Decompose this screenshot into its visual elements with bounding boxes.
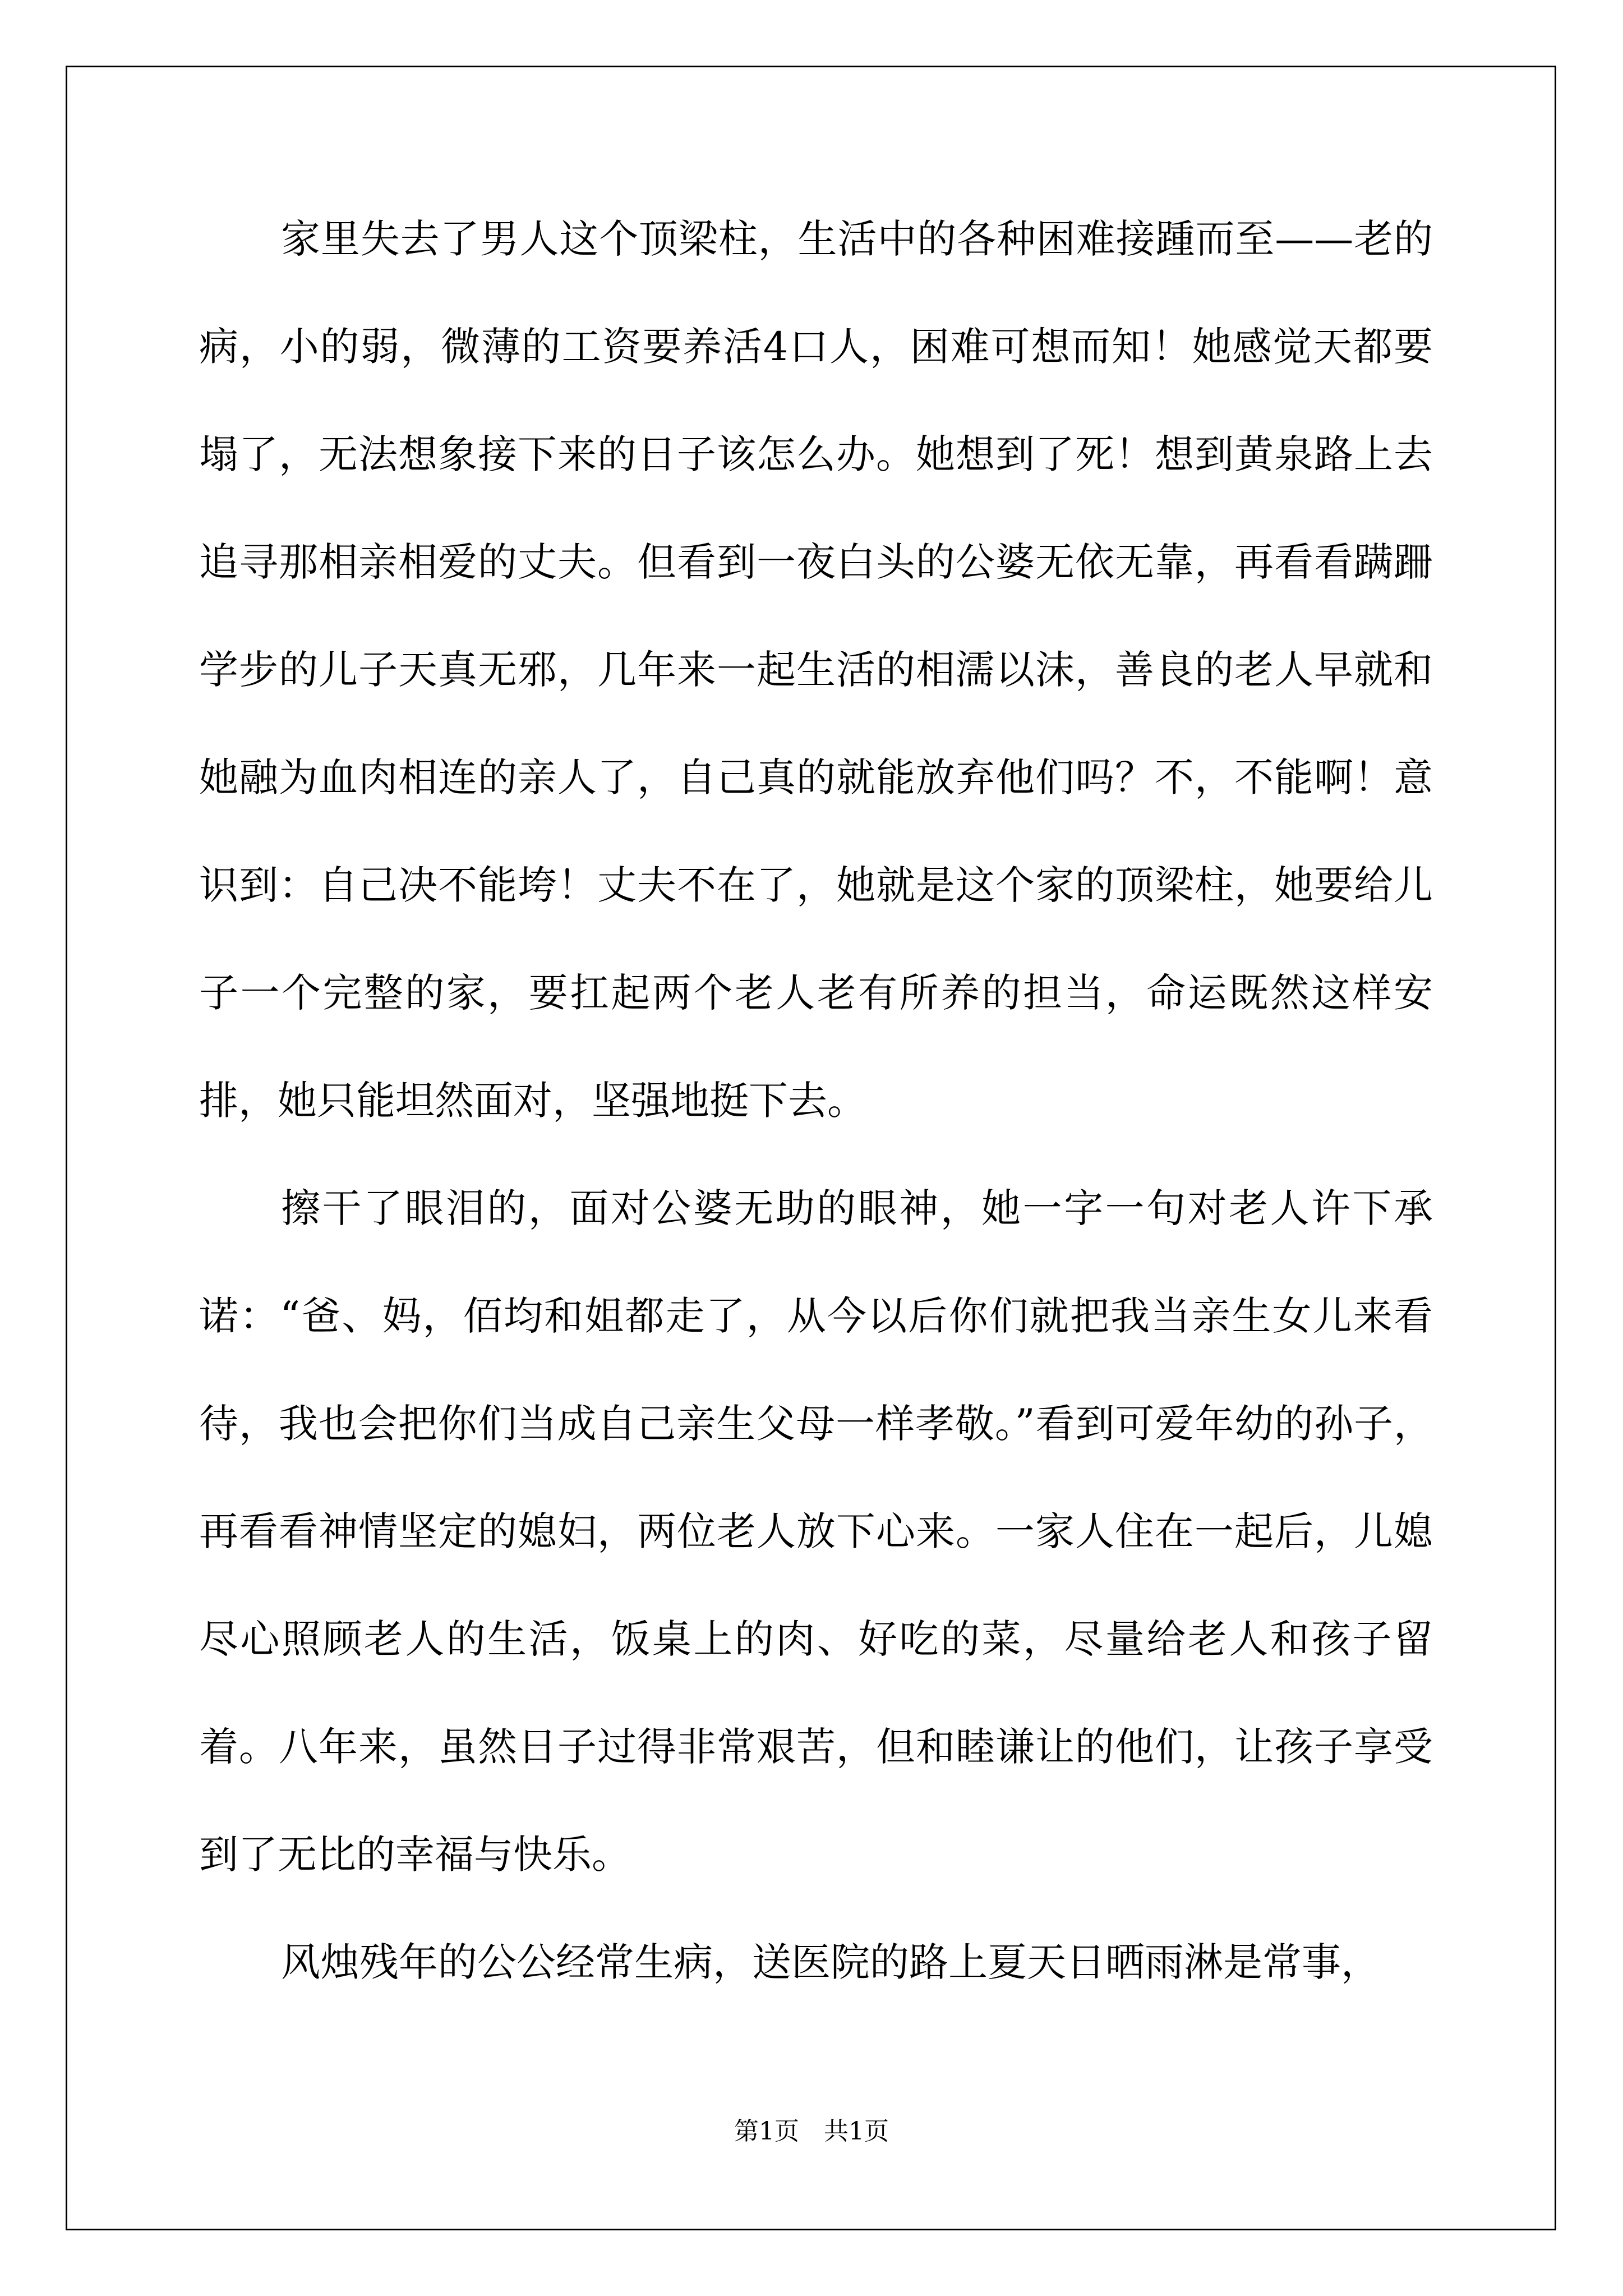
- paragraph-2: 擦干了眼泪的，面对公婆无助的眼神，她一字一句对老人许下承诺：“爸、妈，佰均和姐都走了，从今以后你们就把我当亲生女儿来看待，我也会把你们当成自己亲生父母一样孝敬。”看到可爱年幼的孙子，再看看神情坚定的媳妇，两位老人放下心来。一家人住在一起后，儿媳尽心照顾老人的生活，饭桌上的肉、好吃的菜，尽量给老人和孩子留着。八年来，虽然日子过得非常艰苦，但和睦谦让的他们，让孩子享受到了无比的幸福与快乐。: [199, 1185, 1433, 1878]
- page-footer: 第1页 共1页: [734, 2117, 889, 2146]
- document-body: [199, 185, 1433, 2016]
- paragraph-3: 风烛残年的公公经常生病，送医院的路上夏天日晒雨淋是常事，: [281, 1939, 1380, 1985]
- paragraph-1: 家里失去了男人这个顶梁柱，生活中的各种困难接踵而至——老的病，小的弱，微薄的工资要养活4口人，困难可想而知！她感觉天都要塌了，无法想象接下来的日子该怎么办。她想到了死！想到黄泉路上去追寻那相亲相爱的丈夫。但看到一夜白头的公婆无依无靠，再看看蹒跚学步的儿子天真无邪，几年来一起生活的相濡以沫，善良的老人早就和她融为血肉相连的亲人了，自己真的就能放弃他们吗？不，不能啊！意识到：自己决不能垮！丈夫不在了，她就是这个家的顶梁柱，她要给儿子一个完整的家，要扛起两个老人老有所养的担当，命运既然这样安排，她只能坦然面对，坚强地挺下去。: [199, 216, 1433, 1124]
